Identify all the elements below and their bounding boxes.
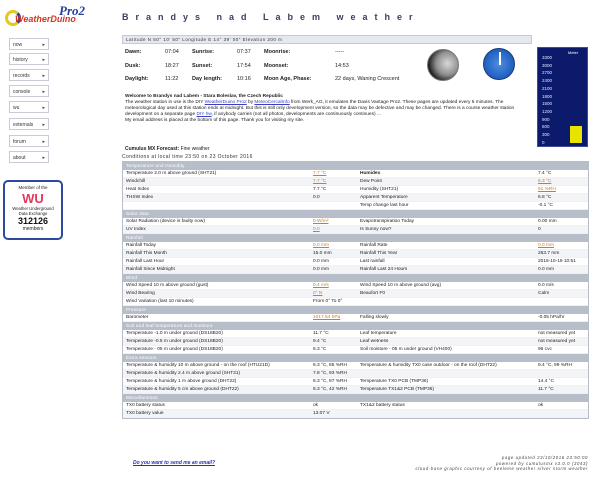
row-label: Falling slowly — [360, 315, 389, 320]
daylength-value: 10:16 — [237, 76, 251, 82]
row-label: Humidex — [360, 171, 381, 176]
row-label: Rainfall Last Hour — [126, 259, 165, 264]
wu-logo-icon: WU — [22, 191, 44, 206]
row-label: Beaufort F0 — [360, 291, 386, 296]
section-header: Wind — [123, 274, 588, 282]
send-email-link[interactable]: Do you want to send me an email? — [133, 460, 215, 466]
table-row — [123, 282, 588, 290]
row-value: 0.0 mm — [538, 267, 554, 272]
row-value: 0.0 mm — [313, 243, 329, 248]
row-label: Rainfall This Month — [126, 251, 167, 256]
forecast-label: Cumulus MX Forecast: — [125, 146, 180, 152]
row-value: 14.4 °C — [538, 379, 555, 384]
table-row — [123, 258, 588, 266]
row-value: 8.3 °C — [313, 347, 327, 352]
footer-credits: cloud-base graphic courtesy of beeleme weather silver storm weather — [415, 466, 588, 471]
row-label: Temperature & humidity TX0 case outdoor - on the roof (DHT22) — [360, 363, 497, 368]
row-label: Temperature -1.0 m under ground (DS18B20) — [126, 331, 223, 336]
meteocercal-link[interactable]: MeteoCercalInfo — [254, 100, 290, 105]
table-row — [123, 386, 588, 394]
table-row — [123, 266, 588, 274]
row-value: From 0° To 0° — [313, 299, 343, 304]
member-line2: Weather Underground — [12, 206, 54, 211]
moonset-label: Moonset: — [264, 63, 289, 69]
chevron-right-icon: ▸ — [42, 139, 45, 145]
meter-tick: 1800 — [542, 93, 553, 99]
intro-text-b: by — [246, 100, 255, 105]
weatherduino-link[interactable]: WeatherDuino Pro2 — [204, 100, 247, 105]
row-label: Soil moisture - 05 m under ground (VH400) — [360, 347, 452, 352]
table-row — [123, 410, 588, 418]
row-value: 0 — [538, 227, 541, 232]
table-row — [123, 402, 588, 410]
nav-records[interactable] — [9, 69, 49, 81]
meter-tick: 1500 — [542, 101, 553, 107]
row-label: Leaf wetness — [360, 339, 389, 344]
row-label: Wind Speed 10 m above ground (avg) — [360, 283, 442, 288]
row-label: Barometer — [126, 315, 149, 320]
logo-brand: WeatherDuino — [15, 14, 76, 24]
daylight-label: Daylight: — [125, 76, 149, 82]
nav-console[interactable] — [9, 85, 49, 97]
wind-compass-icon — [483, 48, 515, 80]
table-row — [123, 218, 588, 226]
nav-externals[interactable] — [9, 118, 49, 130]
row-value: 7.7 °C — [313, 187, 327, 192]
meter-fill — [570, 126, 582, 143]
table-row — [123, 314, 588, 322]
nav-label: about — [13, 155, 26, 161]
table-row — [123, 290, 588, 298]
footer-powered: powered by cumulusmx v3.0.0 (3043) — [495, 460, 588, 466]
member-line3: Data Exchange — [18, 211, 48, 216]
row-label: Temperature -0.5 m under ground (DS18B20) — [126, 339, 223, 344]
intro-text-a: The weather station in use is the DIY — [125, 100, 205, 105]
table-row — [123, 226, 588, 234]
forecast-value: Fine weather — [180, 146, 210, 152]
table-row — [123, 330, 588, 338]
table-row — [123, 298, 588, 306]
row-value: 7.8 °C, 93 %RH — [313, 371, 347, 376]
meter-label: Meter — [568, 50, 579, 55]
row-value: 0.4 m/s — [313, 283, 329, 288]
intro-email-note: My email address is placed at the bottom of this page. Thank you for visiting my site. — [125, 118, 305, 123]
meter-tick: 0 — [542, 139, 545, 145]
table-row — [123, 194, 588, 202]
row-label: Dew Point — [360, 179, 382, 184]
row-label: TX0 battery status — [126, 403, 165, 408]
row-label: Temperature - 05 m under ground (DS18B20) — [126, 347, 223, 352]
dusk-label: Dusk: — [125, 63, 141, 69]
row-value: 8.3 °C, 85 %RH — [313, 363, 347, 368]
row-label: Temp change last hour — [360, 203, 409, 208]
daylength-label: Day length: — [192, 76, 222, 82]
row-label: Temperature 2.0 m above ground (SHT21) — [126, 171, 217, 176]
meter-tick: 1200 — [542, 108, 553, 114]
nav-label: forum — [13, 139, 26, 145]
member-line1: Member of the — [18, 185, 48, 190]
row-label: Leaf temperature — [360, 331, 397, 336]
diy-hw-link[interactable]: DIY hw — [196, 112, 212, 117]
footer-updated: page updated 23/10/2016 23:50:00 — [501, 455, 588, 460]
nav-history[interactable] — [9, 53, 49, 65]
chevron-right-icon: ▸ — [42, 155, 45, 161]
member-line4: members — [22, 226, 44, 232]
nav-label: externals — [13, 122, 34, 128]
table-row — [123, 242, 588, 250]
moonage-label: Moon Age, Phase: — [264, 76, 312, 82]
table-row — [123, 346, 588, 354]
table-row — [123, 178, 588, 186]
row-value: 8.3 °C, 42 %RH — [313, 387, 347, 392]
row-value: 7.7 °C — [313, 179, 327, 184]
row-label: TX1&2 battery status — [360, 403, 405, 408]
row-label: Wind Bearing — [126, 291, 155, 296]
nav-wu[interactable] — [9, 101, 49, 113]
logo-pro: Pro2 — [59, 3, 85, 18]
chevron-right-icon: ▸ — [42, 42, 45, 48]
row-label: Is Sunny now? — [360, 227, 392, 232]
row-label: Humidity (SHT21) — [360, 187, 399, 192]
row-value: 0 W/m² — [313, 219, 329, 224]
nav-label: console — [13, 89, 31, 95]
row-label: UV Index — [126, 227, 146, 232]
row-value: 0.0 m/s — [538, 283, 554, 288]
row-value: 7.4 °C — [538, 171, 552, 176]
row-value: 1017.54 hPa — [313, 315, 341, 320]
row-label: Temperature & humidity 1 m above ground (DHT22) — [126, 379, 237, 384]
row-value: 11.7 °C — [313, 331, 329, 336]
row-value: 0.00 mm — [538, 219, 557, 224]
chevron-right-icon: ▸ — [42, 122, 45, 128]
nav-label: history — [13, 57, 28, 63]
sunrise-label: Sunrise: — [192, 49, 215, 55]
row-label: Apparent Temperature — [360, 195, 408, 200]
row-value: ok — [313, 403, 319, 408]
dawn-label: Dawn: — [125, 49, 142, 55]
row-value: 0.0 — [313, 227, 320, 232]
meter-tick: 2100 — [542, 85, 553, 91]
row-value: 0.0 mm — [313, 267, 329, 272]
row-label: Evapotranspiration Today — [360, 219, 415, 224]
row-value: 6.3 °C — [538, 179, 552, 184]
row-value: 9.4 °C, 99 %RH — [538, 363, 572, 368]
table-row — [123, 250, 588, 258]
row-label: Rainfall Since Midnight — [126, 267, 175, 272]
section-header: Temperature and Humidity — [123, 162, 588, 170]
section-header: Extra sensors — [123, 354, 588, 362]
moonrise-label: Moonrise: — [264, 49, 291, 55]
meter-tick: 2400 — [542, 78, 553, 84]
row-value: -0.1 °C — [538, 203, 553, 208]
meter-tick: 600 — [542, 124, 550, 130]
row-label: Rainfall This Year — [360, 251, 398, 256]
sunset-value: 17:54 — [237, 63, 251, 69]
row-value: -0.05 hPa/hr — [538, 315, 565, 320]
dawn-value: 07:04 — [165, 49, 179, 55]
section-header: Rainfall — [123, 234, 588, 242]
nav-label: records — [13, 73, 30, 79]
section-header: Soil and leaf temperature and moisture — [123, 322, 588, 330]
row-value: 263.7 mm — [538, 251, 560, 256]
meter-tick: 300 — [542, 132, 550, 137]
sunrise-value: 07:37 — [237, 49, 251, 55]
row-value: 96 cvc — [538, 347, 552, 352]
row-label: Rainfall Last 24 Hours — [360, 267, 408, 272]
intro-text-d: , if anybody carries (not all photos, developments are continuously continues) ... — [211, 112, 381, 117]
weatherduino-logo[interactable] — [3, 3, 85, 27]
nav-now[interactable] — [9, 38, 49, 50]
meter-tick: 2700 — [542, 70, 553, 76]
row-label: Rainfall Rate — [360, 243, 388, 248]
row-value: 6.8 °C — [538, 195, 552, 200]
section-header: Solar data — [123, 210, 588, 218]
row-label: Wind Variation (last 10 minutes) — [126, 299, 194, 304]
chevron-right-icon: ▸ — [42, 89, 45, 95]
row-value: 11.7 °C — [538, 387, 554, 392]
section-header: Miscellaneous — [123, 394, 588, 402]
row-value: 9.4 °C — [313, 339, 327, 344]
cloud-base-meter — [537, 47, 588, 147]
row-value: Calm — [538, 291, 550, 296]
row-label: Windchill — [126, 179, 146, 184]
row-value: 7.7 °C — [313, 171, 327, 176]
weather-data-table — [122, 161, 589, 419]
chevron-right-icon: ▸ — [42, 57, 45, 63]
row-value: 0.0 — [313, 195, 320, 200]
meter-tick: 3300 — [542, 55, 553, 60]
moonrise-value: ----- — [335, 49, 345, 55]
forecast — [125, 146, 209, 152]
footer — [415, 455, 588, 472]
row-label: Temperature & humidity 2.4 m above ground (SHT31) — [126, 371, 241, 376]
row-label: Temperature & humidity 5 cm above ground (DHT22) — [126, 387, 239, 392]
moonset-value: 14:53 — [335, 63, 349, 69]
row-value: 0.0 mm — [313, 259, 329, 264]
table-row — [123, 362, 588, 370]
row-label: THSW Index — [126, 195, 154, 200]
row-label: Heat Index — [126, 187, 150, 192]
row-label: Last rainfall — [360, 259, 385, 264]
moon-phase-icon — [427, 49, 459, 81]
row-value: not measured yet — [538, 339, 576, 344]
chevron-right-icon: ▸ — [42, 73, 45, 79]
row-value: ok — [538, 403, 544, 408]
member-count: 312126 — [17, 216, 49, 226]
row-value: 0.0 mm — [538, 243, 554, 248]
section-header: Pressure — [123, 306, 588, 314]
location-bar: Latitude N 50° 10' 50" Longitude E 14° 39' 00" Elevation 200 m — [122, 35, 532, 44]
table-row — [123, 338, 588, 346]
row-value: 0° N — [313, 291, 323, 296]
row-label: Solar Radiation (device is faulty now) — [126, 219, 205, 224]
wu-member-badge[interactable] — [3, 180, 63, 240]
row-label: Temperature & humidity 10 m above ground - on the roof (HTU21D) — [126, 363, 270, 368]
table-row — [123, 170, 588, 178]
compass-needle — [499, 52, 501, 65]
row-value: not measured yet — [538, 331, 576, 336]
row-value: 15.0 mm — [313, 251, 332, 256]
row-label: Rainfall Today — [126, 243, 157, 248]
intro-text-c: from Werk_AG, it emulates the Davis Vantage Pro2. These pages are updated every 5 minutes. The meteorological day used at this station ends at midnight. But this is still only development version, so the data may be defective and may be changed. There is a course weather station development on a separate page — [125, 100, 515, 117]
row-label: Temperature TX1&2 PCB (TMP36) — [360, 387, 435, 392]
intro-heading: Welcome to Brandys nad Labem - Stara Boleslav, the Czech Republic — [125, 94, 283, 99]
page-title: Brandys nad Labem weather — [122, 12, 420, 22]
table-row — [123, 186, 588, 194]
meter-tick: 900 — [542, 116, 550, 122]
row-label: Temperature TX0 PCB (TMP36) — [360, 379, 429, 384]
table-row — [123, 370, 588, 378]
row-value: 2016-10-19 10:51 — [538, 259, 576, 264]
row-value: 8.3 °C, 87 %RH — [313, 379, 347, 384]
nav-forum[interactable] — [9, 135, 49, 147]
moonage-value: 22 days, Waning Crescent — [335, 76, 400, 82]
table-row — [123, 378, 588, 386]
table-row — [123, 202, 588, 210]
row-value: 13.07 V — [313, 411, 330, 416]
daylight-value: 11:22 — [165, 76, 179, 82]
row-label: Wind Speed 10 m above ground (gust) — [126, 283, 209, 288]
nav-about[interactable] — [9, 151, 49, 163]
nav-label: now — [13, 42, 23, 48]
dusk-value: 18:27 — [165, 63, 179, 69]
meter-tick: 3000 — [542, 62, 553, 68]
row-label: TX0 battery value — [126, 411, 164, 416]
sunset-label: Sunset: — [192, 63, 213, 69]
intro-text — [125, 94, 530, 124]
conditions-timestamp: Conditions at local time 23:50 on 23 October 2016 — [122, 154, 253, 160]
row-value: 91 %RH — [538, 187, 556, 192]
nav-label: wu — [13, 105, 20, 111]
chevron-right-icon: ▸ — [42, 105, 45, 111]
